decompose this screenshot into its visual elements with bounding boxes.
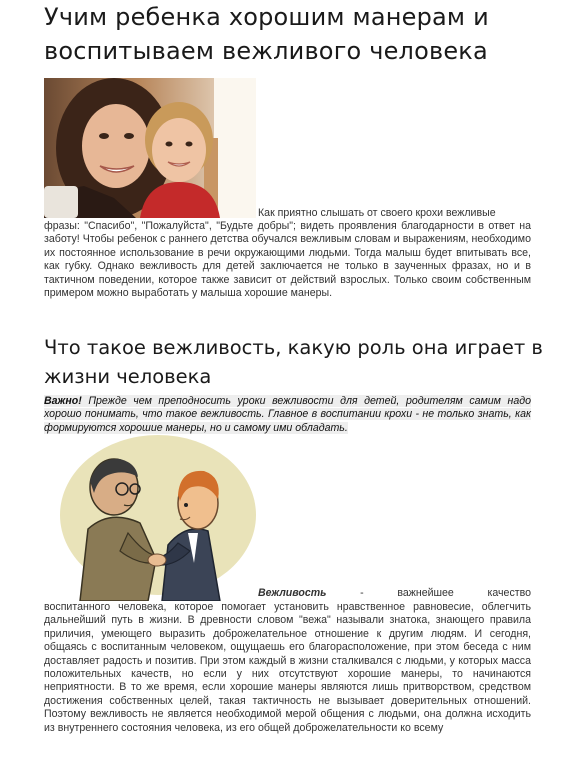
section-title: Что такое вежливость, какую роль она играет в жизни человека (44, 336, 543, 388)
important-label: Важно! (44, 395, 82, 407)
politeness-paragraph: воспитанного человека, которое помогает установить нравственное равновесие, облегчить дальнейший путь в жизни. В древности словом "вежа" называли знатока, знающего правила приличия, умеющего выразить доброжелательное отношение к другим людям. И сегодня, общаясь с воспитанным человеком, ощущаешь его благорасположение, при этом беседа с ним доставляет радость и позитив. При этом каждый в жизни сталкивался с людьми, у которых масса положительных качеств, но если у них отсутствуют хорошие манеры, то начинаются неприятности. В то же время, если хорошие манеры являются лишь притворством, средством достижения собственных целей, такая тактичность не вызывает доверительных отношений. Поэтому вежливость не является необходимой мерой общения с людьми, она должна исходить из внутреннего состояния человека, из его общей доброжелательности ко всему (44, 601, 531, 734)
mother-and-daughter-photo (44, 78, 256, 218)
politeness-first-text: - важнейшее качество (326, 587, 531, 599)
intro-first-line: Как приятно слышать от своего крохи вежливые (258, 207, 496, 219)
politeness-first-line (258, 587, 531, 600)
intro-paragraph: фразы: "Спасибо", "Пожалуйста", "Будьте добры"; видеть проявления благодарности в ответ на заботу! Чтобы ребенок с раннего детства обучался вежливым словам и выражениям, необходимо их постоянное использование в речи окружающими людьми. Тогда малыш будет впитывать все, как губку. Однако вежливость для детей заключается не только в заученных фразах, но и в тактичном поведении, которое также зависит от действий взрослых. Только своим собственным примером можно выработать у малыша хорошие манеры. (44, 220, 531, 300)
important-note (44, 395, 531, 435)
photo-graphic (44, 78, 256, 218)
handshake-illustration (58, 433, 256, 601)
important-text: Прежде чем преподносить уроки вежливости для детей, родителям самим надо хорошо понимать, что такое вежливость. Главное в воспитании крохи - не только знать, как формируются хорошие манеры, но и самому ими обладать. (44, 395, 531, 434)
article-title: Учим ребенка хорошим манерам и воспитываем вежливого человека (44, 3, 489, 65)
politeness-term: Вежливость (258, 587, 327, 599)
illustration-graphic (58, 433, 256, 601)
